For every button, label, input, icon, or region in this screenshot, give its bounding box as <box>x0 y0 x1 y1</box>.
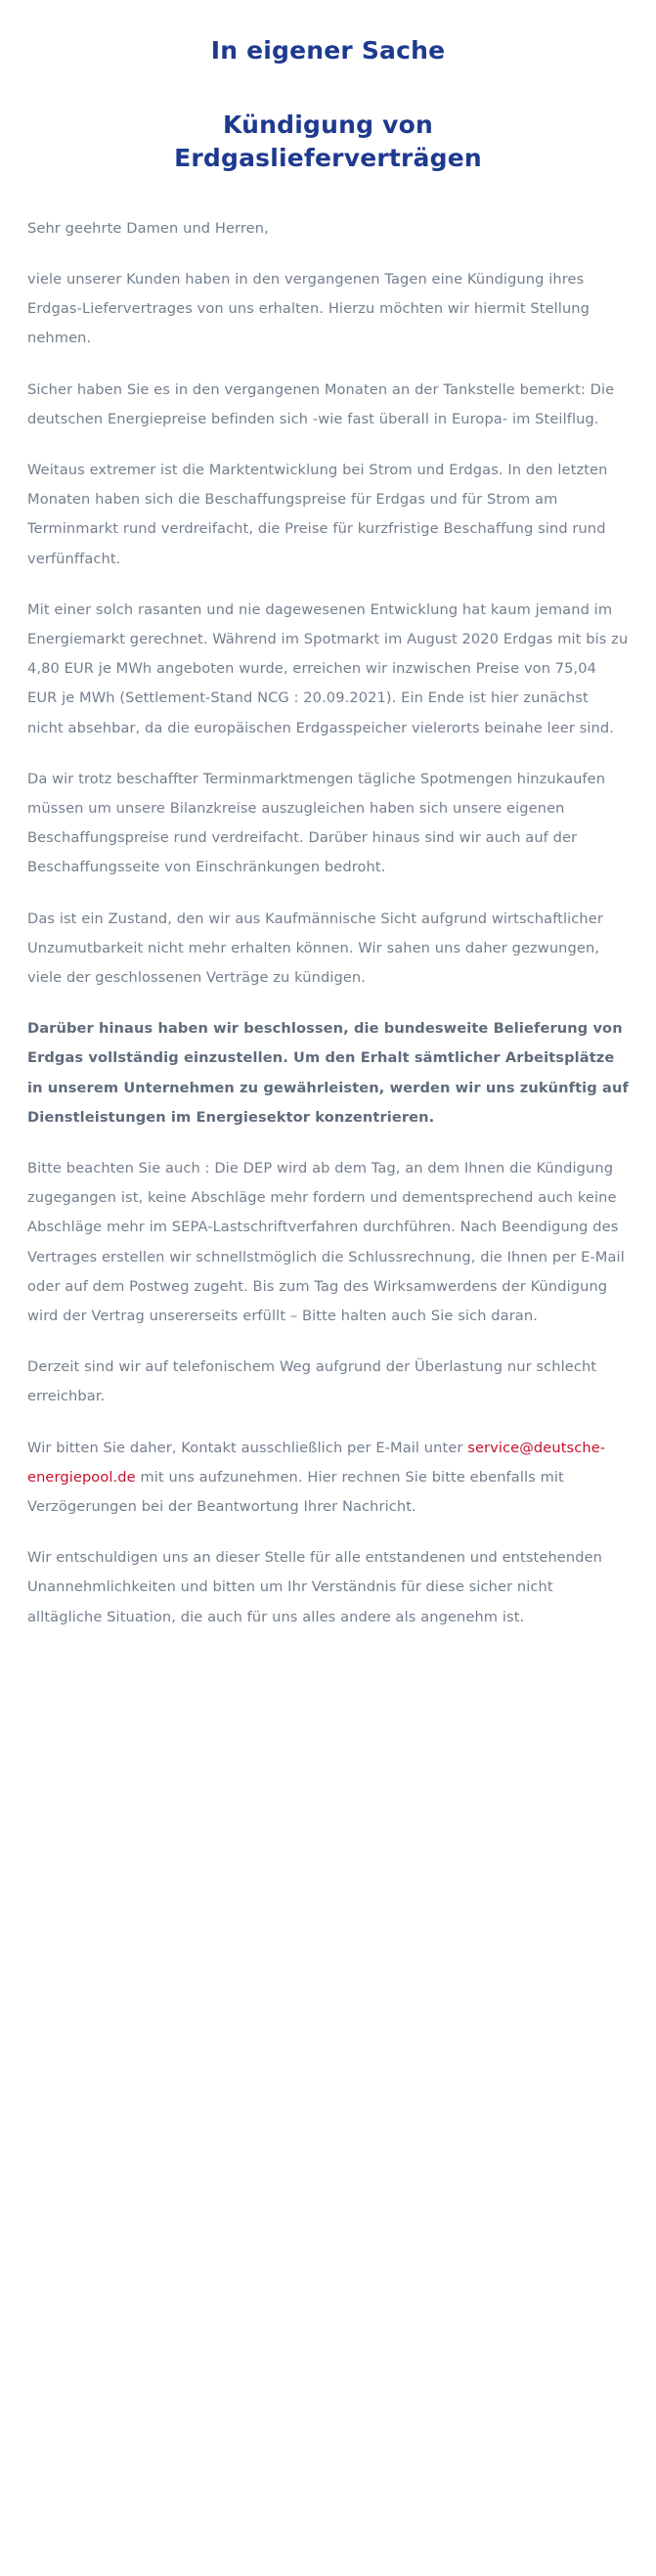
paragraph-5: Da wir trotz beschaffter Terminmarktmengen tägliche Spotmengen hinzukaufen müssen um unsere Bilanzkreise auszugleichen haben sich unsere eigenen Beschaffungspreise rund verdreifacht. Darüber hinaus sind wir auch auf der Beschaffungsseite von Einschränkungen bedroht. <box>27 770 606 876</box>
paragraph-4: Mit einer solch rasanten und nie dagewesenen Entwicklung hat kaum jemand im Energiemarkt gerechnet. Während im Spotmarkt im August 2020 Erdgas mit bis zu 4,80 EUR je MWh angeboten wurde, erreichen wir inzwischen Preise von 75,04 EUR je MWh (Settlement-Stand NCG : 20.09.2021). Ein Ende ist hier zunächst nicht absehbar, da die europäischen Erdgasspeicher vielerorts beinahe leer sind. <box>27 600 629 736</box>
paragraph-8: Bitte beachten Sie auch : Die DEP wird ab dem Tag, an dem Ihnen die Kündigung zugegangen ist, keine Abschläge mehr fordern und dementsprechend auch keine Abschläge mehr im SEPA-Lastschriftverfahren durchführen. Nach Beendigung des Vertrages erstellen wir schnellstmöglich die Schlussrechnung, die Ihnen per E-Mail oder auf dem Postweg zugeht. Bis zum Tag des Wirksamwerdens der Kündigung wird der Vertrag unsererseits erfüllt – Bitte halten auch Sie sich daran. <box>27 1160 625 1325</box>
title-block <box>27 35 629 175</box>
paragraph-11: Wir entschuldigen uns an dieser Stelle für alle entstandenen und entstehenden Unannehmlichkeiten und bitten um Ihr Verständnis für diese sicher nicht alltägliche Situation, die auch für uns alles andere als angenehm ist. <box>27 1549 603 1625</box>
paragraph-10-contact <box>27 1434 629 1523</box>
support-email-link[interactable]: service@deutsche-energiepool.de <box>27 1439 606 1486</box>
salutation: Sehr geehrte Damen und Herren, <box>27 219 269 237</box>
document-body <box>27 214 629 1632</box>
paragraph-6: Das ist ein Zustand, den wir aus Kaufmännische Sicht aufgrund wirtschaftlicher Unzumutbarkeit nicht mehr erhalten können. Wir sahen uns daher gezwungen, viele der geschlossenen Verträge zu kündigen. <box>27 910 603 987</box>
contact-text-before: Wir bitten Sie daher, Kontakt ausschließlich per E-Mail unter <box>27 1439 468 1456</box>
paragraph-1: viele unserer Kunden haben in den vergangenen Tagen eine Kündigung ihres Erdgas-Liefervertrages von uns erhalten. Hierzu möchten wir hiermit Stellung nehmen. <box>27 270 590 347</box>
paragraph-3: Weitaus extremer ist die Marktentwicklung bei Strom und Erdgas. In den letzten Monaten haben sich die Beschaffungspreise für Erdgas und für Strom am Terminmarkt rund verdreifacht, die Preise für kurzfristige Beschaffung sind rund verfünffacht. <box>27 461 608 567</box>
page-subtitle: Kündigung von Erdgaslieferverträgen <box>174 111 482 172</box>
paragraph-2: Sicher haben Sie es in den vergangenen Monaten an der Tankstelle bemerkt: Die deutschen Energiepreise befinden sich -wie fast überall in Europa- im Steilflug. <box>27 380 615 427</box>
page-title: In eigener Sache <box>210 36 446 65</box>
paragraph-9: Derzeit sind wir auf telefonischem Weg aufgrund der Überlastung nur schlecht erreichbar. <box>27 1358 597 1405</box>
contact-text-after: mit uns aufzunehmen. Hier rechnen Sie bitte ebenfalls mit Verzögerungen bei der Beantwortung Ihrer Nachricht. <box>27 1468 564 1516</box>
paragraph-7-highlight: Darüber hinaus haben wir beschlossen, die bundesweite Belieferung von Erdgas vollständig einzustellen. Um den Erhalt sämtlicher Arbeitsplätze in unserem Unternehmen zu gewährleisten, werden wir uns zukünftig auf Dienstleistungen im Energiesektor konzentrieren. <box>27 1020 629 1126</box>
